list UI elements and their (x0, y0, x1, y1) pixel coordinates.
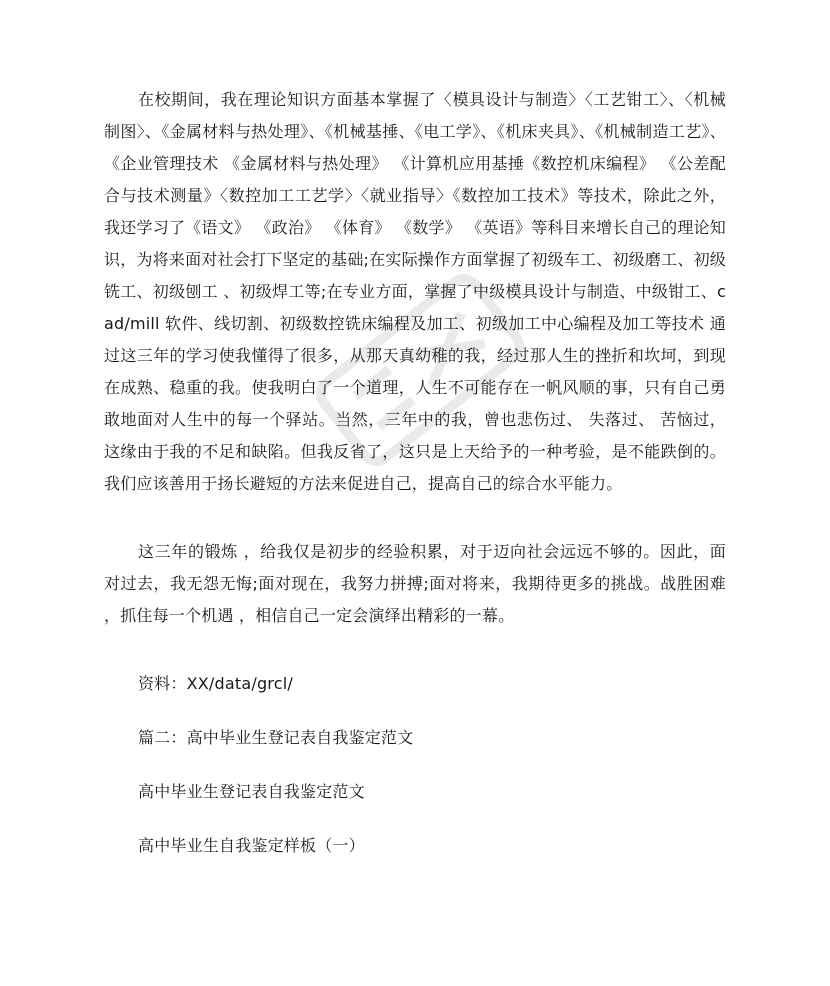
body-paragraph-2: 这三年的锻炼 ，给我仅是初步的经验积累，对于迈向社会远远不够的。因此，面对过去，我无怨无悔;面对现在，我努力拼搏;面对将来，我期待更多的挑战。战胜困难 ，抓住每一个机遇 ，相信自己一定会演绎出精彩的一幕。 (104, 542, 726, 625)
sample-title: 高中毕业生自我鉴定样板（一） (138, 836, 365, 855)
section-heading: 篇二：高中毕业生登记表自我鉴定范文 (138, 728, 414, 747)
document-subtitle: 高中毕业生登记表自我鉴定范文 (138, 782, 365, 801)
document-content (104, 84, 726, 862)
source-line: 资料：XX/data/grcl/ (138, 674, 293, 693)
body-paragraph-1: 在校期间，我在理论知识方面基本掌握了〈模具设计与制造〉〈工艺钳工〉、〈机械制图〉、《金属材料与热处理》、《机械基捶、《电工学》、《机床夹具》、《机械制造工艺》、《企业管理技术 《金属材料与热处理》 《计算机应用基捶《数控机床编程》 《公差配合与技术测量》〈数控加工工艺学〉〈就业指导〉《数控加工技术》等技术，除此之外，我还学习了《语文》 《政治》 《体育》 《数学》 《英语》等科目来增长自己的理论知识，为将来面对社会打下坚定的基础;在实际操作方面掌握了初级车工、初级磨工、初级铣工、初级刨工 、初级焊工等;在专业方面，掌握了中级模具设计与制造、中级钳工、cad/mill 软件、线切割、初级数控铣床编程及加工、初级加工中心编程及加工等技术 通过这三年的学习使我懂得了很多，从那天真幼稚的我，经过那人生的挫折和坎坷，到现在成熟、稳重的我。使我明白了一个道理，人生不可能存在一帆风顺的事，只有自己勇敢地面对人生中的每一个驿站。当然，三年中的我，曾也悲伤过、 失落过、 苦恼过，这缘由于我的不足和缺陷。但我反省了，这只是上天给予的一种考验，是不能跌倒的。我们应该善用于扬长避短的方法来促进自己，提高自己的综合水平能力。 (104, 90, 726, 493)
